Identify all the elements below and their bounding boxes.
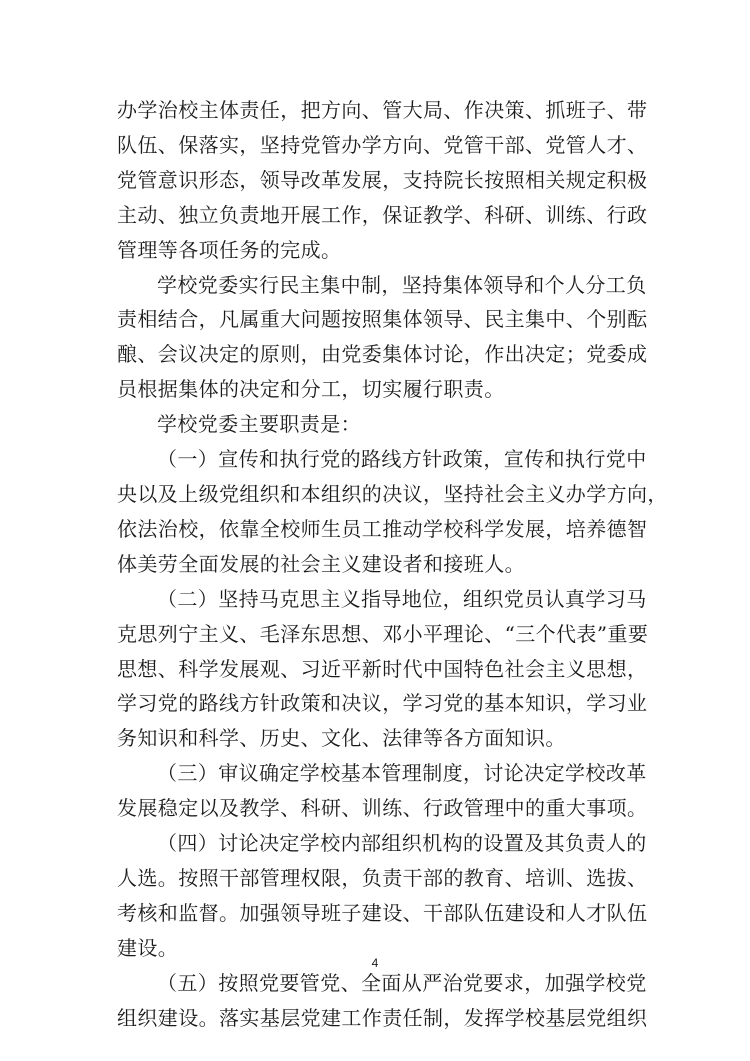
text-line: 依法治校，依靠全校师生员工推动学校科学发展，培养德智 [117,516,648,541]
text-line: 体美劳全面发展的社会主义建设者和接班人。 [117,551,525,576]
paragraph-start-line: （一）宣传和执行党的路线方针政策，宣传和执行党中 [157,447,647,472]
text-line: 管理等各项任务的完成。 [117,237,342,262]
text-line: 央以及上级党组织和本组织的决议，坚持社会主义办学方向， [117,481,668,506]
text-line: 责相结合，凡属重大问题按照集体领导、民主集中、个别酝 [117,307,648,332]
text-line: 党管意识形态，领导改革发展，支持院长按照相关规定积极 [117,167,648,192]
text-line: 酿、会议决定的原则，由党委集体讨论，作出决定；党委成 [117,342,648,367]
body-text [117,93,668,1035]
paragraph-start-line: （四）讨论决定学校内部组织机构的设置及其负责人的 [157,831,647,856]
text-line: 考核和监督。加强领导班子建设、干部队伍建设和人才队伍 [117,900,648,925]
text-line: 克思列宁主义、毛泽东思想、邓小平理论、“三个代表”重要 [117,621,649,646]
paragraph-start-line: （三）审议确定学校基本管理制度，讨论决定学校改革 [157,761,647,786]
text-line: 组织建设。落实基层党建工作责任制，发挥学校基层党组织 [117,1005,648,1030]
text-line: 学习党的路线方针政策和决议，学习党的基本知识，学习业 [117,691,648,716]
paragraph-start-line: （五）按照党要管党、全面从严治党要求，加强学校党 [157,970,647,995]
paragraph-start-line: 学校党委主要职责是： [157,412,361,437]
text-line: 队伍、保落实，坚持党管办学方向、党管干部、党管人才、 [117,132,648,157]
text-line: 发展稳定以及教学、科研、训练、行政管理中的重大事项。 [117,796,648,821]
text-line: 主动、独立负责地开展工作，保证教学、科研、训练、行政 [117,202,648,227]
paragraph-start-line: 学校党委实行民主集中制，坚持集体领导和个人分工负 [157,272,647,297]
page-number: 4 [371,956,379,970]
text-line: 办学治校主体责任，把方向、管大局、作决策、抓班子、带 [117,98,648,122]
text-line: 建设。 [117,935,179,960]
text-line: 员根据集体的决定和分工，切实履行职责。 [117,377,505,402]
text-line: 人选。按照干部管理权限，负责干部的教育、培训、选拔、 [117,865,648,890]
text-line: 思想、科学发展观、习近平新时代中国特色社会主义思想， [117,656,648,681]
text-line: 务知识和科学、历史、文化、法律等各方面知识。 [117,726,566,751]
paragraph-start-line: （二）坚持马克思主义指导地位，组织党员认真学习马 [157,586,647,611]
